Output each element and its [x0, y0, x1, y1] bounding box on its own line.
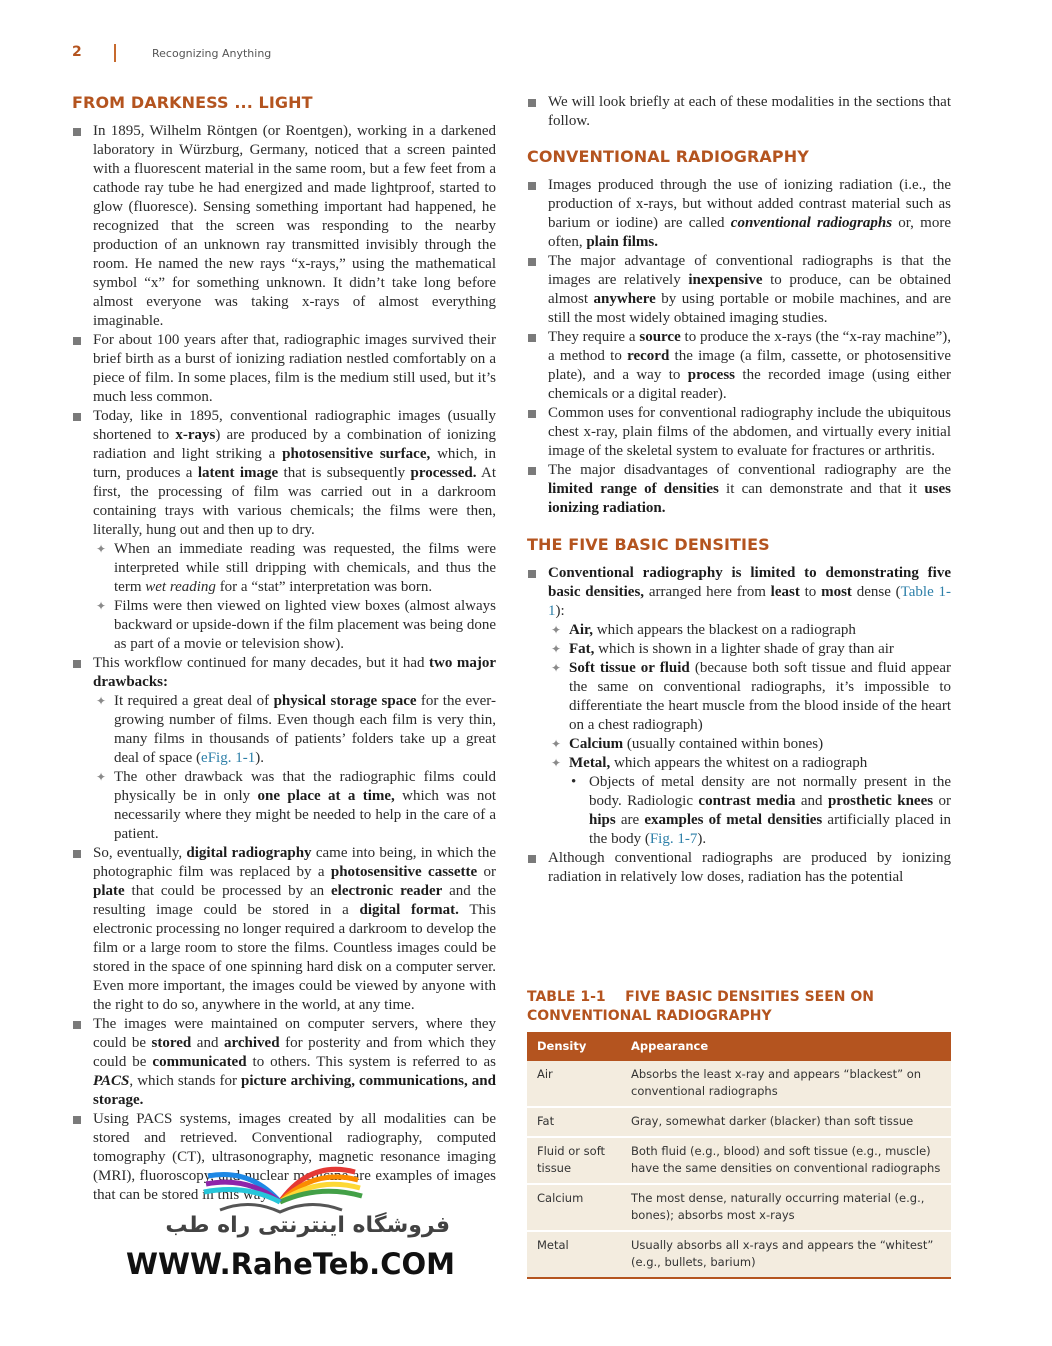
paragraph-low-doses: Although conventional radiographs are produced by ionizing radiation in relatively low doses, radiation has the potential — [527, 849, 951, 887]
paragraph-digital: So, eventually, digital radiography came into being, in which the photographic film was replaced by a photosensitive cassette or plate that could be processed by an electronic reader and the resulting image could be stored in a digital format. This electronic processing no longer required a darkroom to develop the film or a large room to store the films. Countless images could be stored in the space of one spinning hard disk on a computer server. Even more important, the images could be viewed by anyone with the right to do so, anywhere in the world, at any time. — [72, 844, 496, 1015]
raheteb-watermark-logo — [120, 1150, 460, 1285]
section-heading-darkness: FROM DARKNESS ... LIGHT — [72, 93, 313, 112]
website-url-text: WWW.RaheTeb.COM — [126, 1247, 455, 1281]
diamond-bullet-icon: ✦ — [96, 770, 107, 784]
diamond-bullet-icon: ✦ — [551, 661, 562, 675]
sub-bullet-soft-tissue: ✦ Soft tissue or fluid (because both soft tissue and fluid appear the same on conventional radiographs, it’s impossible to differentiate the heart muscle from the blood inside of the heart on a chest radiograph) — [551, 660, 951, 733]
table-caption: TABLE 1-1 FIVE BASIC DENSITIES SEEN ON CONVENTIONAL RADIOGRAPHY — [527, 989, 879, 1024]
column-header-appearance: Appearance — [621, 1032, 951, 1061]
paragraph-five-densities: Conventional radiography is limited to demonstrating five basic densities, arranged here from least to most dense (Table 1-1): — [527, 564, 951, 621]
right-column — [527, 93, 951, 887]
table-cell: Air — [527, 1061, 621, 1107]
running-title: Recognizing Anything — [152, 47, 272, 60]
densities-table — [527, 1032, 951, 1279]
persian-store-text: فروشگاه اینترنتی راه طب — [165, 1213, 450, 1238]
paragraph-today: Today, like in 1895, conventional radiographic images (usually shortened to x-rays) are produced by a combination of ionizing radiation and light striking a photosensitive surface, which, in turn, produces a latent image that is subsequently processed. At first, the processing of film was carried out in a darkroom containing trays with various chemicals; the films were then, literally, hung out and then up to dry. — [72, 407, 496, 540]
sub-bullet-one-place: ✦ The other drawback was that the radiographic films could physically be in only one place at a time, which was not necessarily where they might be needed to help in the care of a patient. — [96, 769, 497, 842]
diamond-bullet-icon: ✦ — [551, 642, 562, 656]
sub-bullet-air: ✦ Air, which appears the blackest on a radiograph — [551, 622, 856, 638]
header-divider — [114, 44, 116, 62]
table-cell: Absorbs the least x-ray and appears “blackest” on conventional radiographs — [621, 1061, 951, 1107]
book-rainbow-icon — [120, 1150, 460, 1285]
fig-link[interactable]: Fig. 1-7 — [649, 831, 698, 847]
paragraph-plain-films: Images produced through the use of ionizing radiation (i.e., the production of x-rays, but without added contrast material such as barium or iodine) are called conventional radiographs or, more often, plain films. — [527, 176, 951, 252]
table-row — [527, 1061, 951, 1107]
table-1-1 — [527, 988, 951, 1279]
paragraph-pacs-systems: Using PACS systems, images created by all modalities can be stored and retrieved. Conventional radiography, computed tomography (CT), ultrasonography, magnetic resonance imaging (MRI), fluoroscopy, and nuclear medicine are examples of images that can be stored in this way. — [72, 1110, 496, 1205]
table-row — [527, 1231, 951, 1278]
page-number: 2 — [72, 44, 82, 60]
table-header-row — [527, 1032, 951, 1061]
column-header-density: Density — [527, 1032, 621, 1061]
sub-bullet-storage: ✦ It required a great deal of physical storage space for the ever-growing number of films. Even though each film is very thin, many films in thousands of patients’ folders take up a great deal of space (eFig. 1-1). — [96, 693, 496, 766]
table-row — [527, 1137, 951, 1184]
paragraph-require: They require a source to produce the x-rays (the “x-ray machine”), a method to record the image (a film, cassette, or photosensitive plate), and a way to process the recorded image (using either chemicals or a digital reader). — [527, 328, 951, 404]
paragraph-pacs: The images were maintained on computer servers, where they could be stored and archived for posterity and from which they could be communicated to others. This system is referred to as PACS, which stands for picture archiving, communications, and storage. — [72, 1015, 496, 1110]
paragraph-100-years: For about 100 years after that, radiographic images survived their brief birth as a burst of ionizing radiation nestled comfortably on a piece of film. In some places, film is the medium still used, but it’s much less common. — [72, 331, 496, 407]
table-cell: Gray, somewhat darker (blacker) than soft tissue — [621, 1107, 951, 1137]
table-row — [527, 1107, 951, 1137]
table-cell: Both fluid (e.g., blood) and soft tissue (e.g., muscle) have the same densities on conventional radiographs — [621, 1137, 951, 1184]
diamond-bullet-icon: ✦ — [96, 542, 107, 556]
efig-link[interactable]: eFig. 1-1 — [201, 750, 256, 766]
sub-bullet-view-boxes: ✦ Films were then viewed on lighted view boxes (almost always backward or upside-down if the film placement was being done as part of a movie or television show). — [96, 598, 496, 652]
paragraph-workflow: This workflow continued for many decades, but it had two major drawbacks: — [72, 654, 496, 692]
diamond-bullet-icon: ✦ — [551, 623, 562, 637]
table-cell: Usually absorbs all x-rays and appears the “whitest” (e.g., bullets, barium) — [621, 1231, 951, 1278]
table-cell: The most dense, naturally occurring material (e.g., bones); absorbs most x-rays — [621, 1184, 951, 1231]
sub-bullet-wet-reading: ✦ When an immediate reading was requested, the films were interpreted while still dripping with chemicals, and thus the term wet reading for a “stat” interpretation was born. — [96, 541, 496, 595]
round-bullet-icon: • — [571, 774, 577, 790]
table-link[interactable]: Table 1-1 — [548, 584, 952, 619]
left-column — [72, 93, 496, 1205]
sub-sub-bullet-metal-objects: • Objects of metal density are not normally present in the body. Radiologic contrast media and prosthetic knees or hips are examples of metal densities artificially placed in the body (Fig. 1-7). — [571, 774, 951, 847]
section-heading-densities: THE FIVE BASIC DENSITIES — [527, 535, 770, 554]
diamond-bullet-icon: ✦ — [96, 599, 107, 613]
sub-bullet-metal: ✦ Metal, which appears the whitest on a radiograph — [551, 755, 868, 771]
paragraph-roentgen: In 1895, Wilhelm Röntgen (or Roentgen), working in a darkened laboratory in Würzburg, Germany, noticed that a screen painted with a fluorescent material in the same room, but a few feet from a cathode ray tube he had energized and made lightproof, started to glow (fluoresce). Sensing something important had happened, he recognized that the screen was responding to the nearby production of an unknown ray transmitted invisibly through the room. He named the new rays “x-rays,” using the mathematical symbol “x” for something unknown. It didn’t take long before almost everyone was taking x-rays of almost everything imaginable. — [72, 122, 496, 331]
paragraph-disadvantages: The major disadvantages of conventional radiography are the limited range of densities it can demonstrate and that it uses ionizing radiation. — [527, 461, 951, 518]
table-cell: Fluid or soft tissue — [527, 1137, 621, 1184]
sub-bullet-fat: ✦ Fat, which is shown in a lighter shade of gray than air — [551, 641, 894, 657]
table-cell: Calcium — [527, 1184, 621, 1231]
diamond-bullet-icon: ✦ — [551, 756, 562, 770]
table-row — [527, 1184, 951, 1231]
paragraph-modalities: We will look briefly at each of these modalities in the sections that follow. — [527, 93, 951, 131]
diamond-bullet-icon: ✦ — [551, 737, 562, 751]
sub-bullet-calcium: ✦ Calcium (usually contained within bones) — [551, 736, 824, 752]
table-cell: Fat — [527, 1107, 621, 1137]
paragraph-common-uses: Common uses for conventional radiography include the ubiquitous chest x-ray, plain films of the abdomen, and virtually every initial image of the skeletal system to evaluate for fractures or arthritis. — [527, 404, 951, 461]
section-heading-conventional: CONVENTIONAL RADIOGRAPHY — [527, 147, 809, 166]
diamond-bullet-icon: ✦ — [96, 694, 107, 708]
paragraph-advantage: The major advantage of conventional radiographs is that the images are relatively inexpensive to produce, can be obtained almost anywhere by using portable or mobile machines, and are still the most widely obtained imaging studies. — [527, 252, 951, 328]
table-cell: Metal — [527, 1231, 621, 1278]
